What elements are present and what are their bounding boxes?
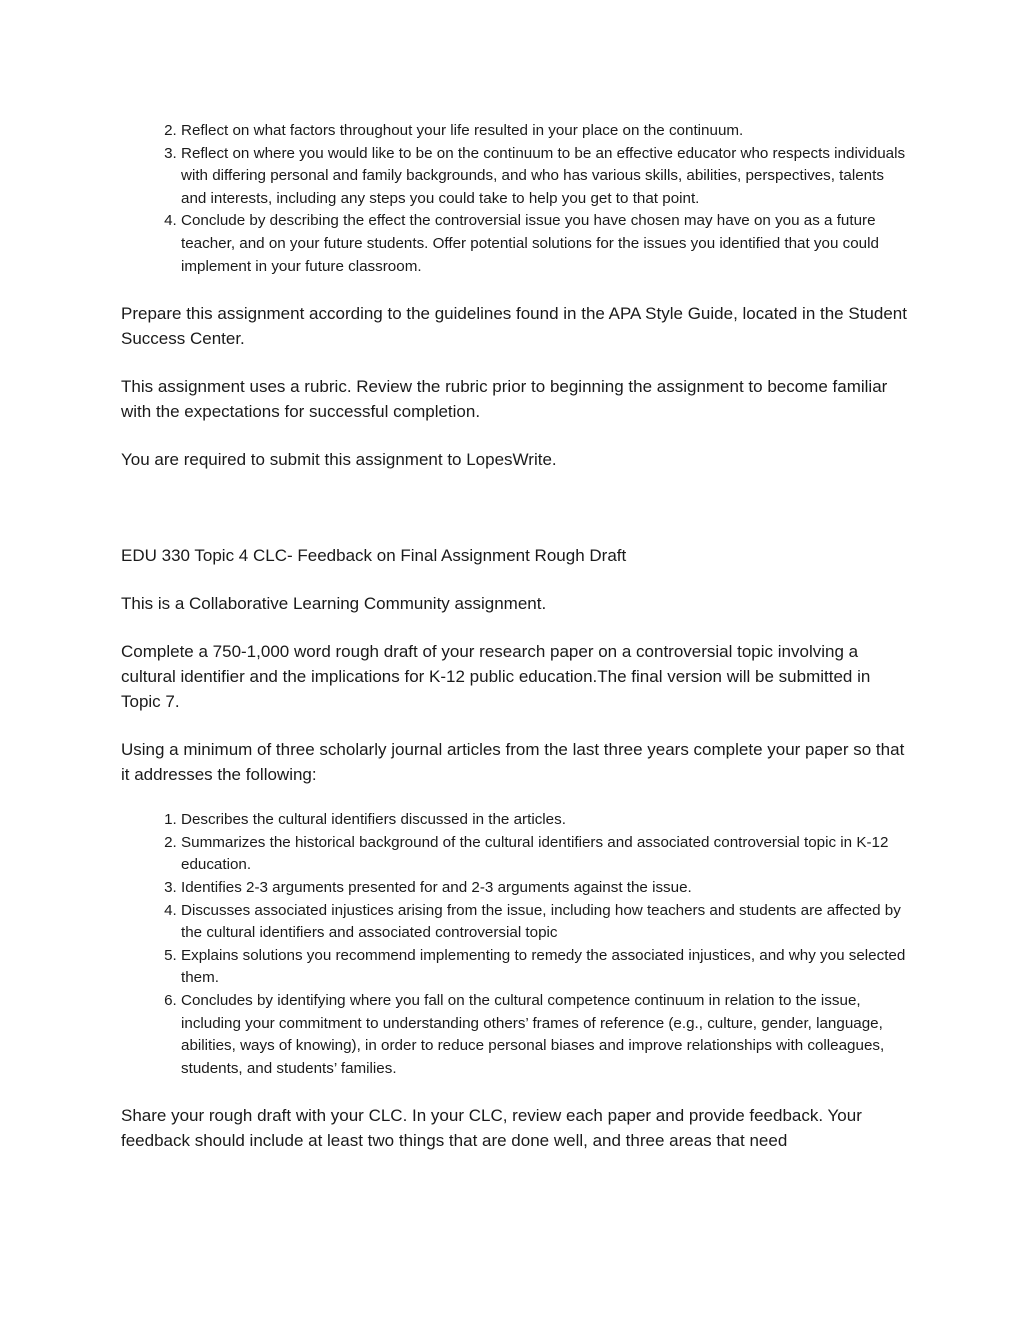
assignment-title: EDU 330 Topic 4 CLC- Feedback on Final Assignment Rough Draft bbox=[121, 546, 627, 566]
list-item: 5. Explains solutions you recommend implementing to remedy the associated injustices, and why you selected them. bbox=[181, 945, 911, 990]
list-item: 1. Describes the cultural identifiers discussed in the articles. bbox=[181, 809, 911, 832]
list-item: 4. Conclude by describing the effect the controversial issue you have chosen may have on you as a future teacher, and on your future students. Offer potential solutions for the issues you identified that you could implement in your future classroom. bbox=[181, 210, 911, 278]
rough-draft-paragraph: Complete a 750-1,000 word rough draft of your research paper on a controversial topic involving a cultural identifier and the implications for K-12 public education.The final version will be submitted in Topic 7. bbox=[121, 642, 871, 712]
list-item: 2. Summarizes the historical background of the cultural identifiers and associated controversial topic in K-12 education. bbox=[181, 832, 911, 877]
paper-requirements-list bbox=[121, 809, 911, 1080]
continuum-reflection-list bbox=[121, 120, 911, 278]
list-item: 4. Discusses associated injustices arising from the issue, including how teachers and students are affected by the cultural identifiers and associated controversial topic bbox=[181, 900, 911, 945]
document-page bbox=[121, 120, 911, 1153]
rubric-paragraph: This assignment uses a rubric. Review the rubric prior to beginning the assignment to become familiar with the expectations for successful completion. bbox=[121, 377, 888, 422]
lopeswrite-paragraph: You are required to submit this assignment to LopesWrite. bbox=[121, 450, 557, 470]
sources-paragraph: Using a minimum of three scholarly journal articles from the last three years complete your paper so that it addresses the following: bbox=[121, 740, 905, 785]
list-item: 2. Reflect on what factors throughout your life resulted in your place on the continuum. bbox=[181, 120, 911, 143]
clc-intro-paragraph: This is a Collaborative Learning Community assignment. bbox=[121, 594, 547, 614]
apa-guidelines-paragraph: Prepare this assignment according to the guidelines found in the APA Style Guide, located in the Student Success Center. bbox=[121, 304, 907, 349]
share-draft-paragraph: Share your rough draft with your CLC. In your CLC, review each paper and provide feedback. Your feedback should include at least two things that are done well, and three areas that need bbox=[121, 1106, 862, 1151]
list-item: 3. Identifies 2-3 arguments presented for and 2-3 arguments against the issue. bbox=[181, 877, 911, 900]
list-item: 6. Concludes by identifying where you fall on the cultural competence continuum in relation to the issue, including your commitment to understanding others’ frames of reference (e.g., culture, gender, language, abilities, ways of knowing), in order to reduce personal biases and improve relationships with colleagues, students, and students’ families. bbox=[181, 990, 911, 1080]
list-item: 3. Reflect on where you would like to be on the continuum to be an effective educator who respects individuals with differing personal and family backgrounds, and who has various skills, abilities, perspectives, talents and interests, including any steps you could take to help you get to that point. bbox=[181, 143, 911, 211]
